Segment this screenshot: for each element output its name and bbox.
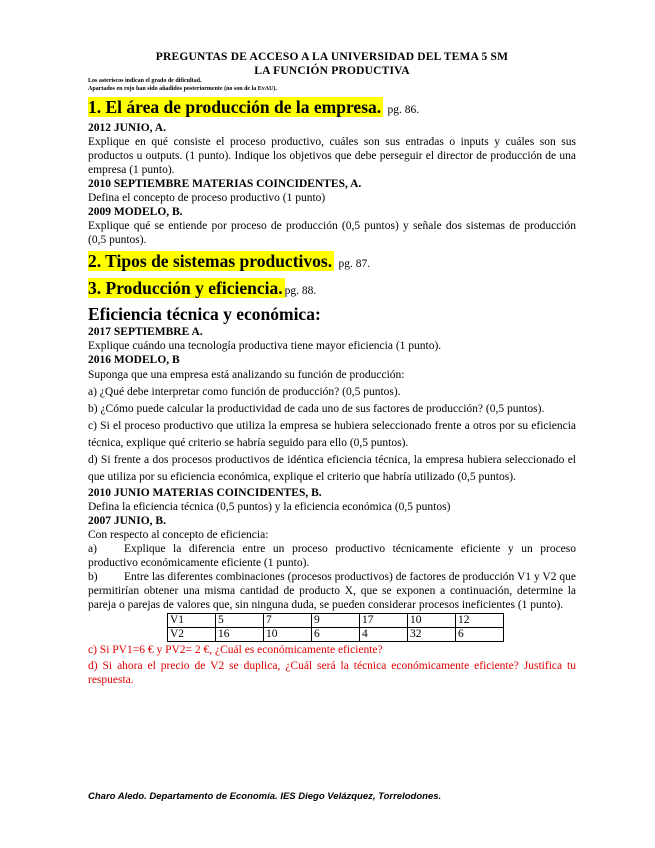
table-cell: 9 xyxy=(312,614,360,628)
table-cell: 6 xyxy=(456,628,504,642)
section-1-page: pg. 86. xyxy=(387,104,420,116)
page-footer: Charo Aledo. Departamento de Economía. IES Diego Velázquez, Torrelodones. xyxy=(88,791,442,802)
table-cell: 6 xyxy=(312,628,360,642)
factor-combinations-table xyxy=(167,613,504,642)
document-page xyxy=(88,50,576,687)
question-part-d: d) Si frente a dos procesos productivos de idéntica eficiencia técnica, la empresa hubiera seleccionado el que utiliza por su eficiencia económica, explique el criterio que habría utilizado (0,5 puntos). xyxy=(88,454,576,483)
table-cell: 12 xyxy=(456,614,504,628)
section-2-title: 2. Tipos de sistemas productivos. xyxy=(88,251,333,271)
section-2-heading xyxy=(88,250,576,275)
section-1-heading xyxy=(88,96,576,121)
table-row-v1 xyxy=(168,614,504,628)
question-heading: 2017 SEPTIEMBRE A. xyxy=(88,326,203,338)
section-3-heading xyxy=(88,277,576,302)
question-heading: 2012 JUNIO, A. xyxy=(88,122,166,134)
part-a-text: Explique la diferencia entre un proceso productivo técnicamente eficiente y un proceso productivo económicamente eficiente (1 punto). xyxy=(88,543,576,569)
part-a-label: a) xyxy=(88,543,97,555)
question-heading: 2016 MODELO, B xyxy=(88,354,180,366)
table-row-v2 xyxy=(168,628,504,642)
table-cell: 32 xyxy=(408,628,456,642)
question-heading: 2009 MODELO, B. xyxy=(88,206,183,218)
part-b-label: b) xyxy=(88,571,98,583)
question-text: Defina el concepto de proceso productivo (1 punto) xyxy=(88,192,326,204)
title-line-1: PREGUNTAS DE ACCESO A LA UNIVERSIDAD DEL TEMA 5 SM xyxy=(155,51,509,63)
question-text: Explique en qué consiste el proceso productivo, cuáles son sus entradas o inputs y cuáles son sus productos u outputs. (1 punto). Indique los objetivos que debe perseguir el director de producción de una empresa (1 punto). xyxy=(88,136,576,176)
question-heading: 2007 JUNIO, B. xyxy=(88,515,166,527)
table-cell: 16 xyxy=(216,628,264,642)
table-cell: 7 xyxy=(264,614,312,628)
section-3-title: 3. Producción y eficiencia. xyxy=(88,278,283,298)
table-cell: 5 xyxy=(216,614,264,628)
question-text: Explique qué se entiende por proceso de producción (0,5 puntos) y señale dos sistemas de producción (0,5 puntos). xyxy=(88,220,576,246)
section-2-page: pg. 87. xyxy=(338,258,371,270)
question-part-d-red: d) Si ahora el precio de V2 se duplica, ¿Cuál será la técnica económicamente eficiente? Justifica tu respuesta. xyxy=(88,660,576,686)
question-part-c: c) Si el proceso productivo que utiliza la empresa se hubiera seleccionado frente a otros por su eficiencia técnica, explique qué criterio se habría seguido para ello (0,5 puntos). xyxy=(88,420,576,449)
part-b-text: Entre las diferentes combinaciones (procesos productivos) de factores de producción V1 y V2 que permitirían obtener una misma cantidad de producto X, que se exponen a continuación, determine la pareja o parejas de valores que, sin ninguna duda, se pueden considerar procesos ineficientes (1 punto). xyxy=(88,571,576,611)
question-part-a xyxy=(88,542,576,570)
question-heading: 2010 SEPTIEMBRE MATERIAS COINCIDENTES, A. xyxy=(88,178,362,190)
table-cell: V1 xyxy=(168,614,216,628)
question-text: Explique cuándo una tecnología productiva tiene mayor eficiencia (1 punto). xyxy=(88,340,442,352)
question-part-a: a) ¿Qué debe interpretar como función de producción? (0,5 puntos). xyxy=(88,386,401,398)
question-heading: 2010 JUNIO MATERIAS COINCIDENTES, B. xyxy=(88,487,322,499)
section-3-subheading: Eficiencia técnica y económica: xyxy=(88,304,321,324)
question-text: Defina la eficiencia técnica (0,5 puntos) y la eficiencia económica (0,5 puntos) xyxy=(88,501,451,513)
note-difficulty: Los asteriscos indican el grado de dificultad. xyxy=(88,78,202,84)
question-intro: Con respecto al concepto de eficiencia: xyxy=(88,529,269,541)
section-3-page: pg. 88. xyxy=(284,285,317,297)
question-part-c-red: c) Si PV1=6 € y PV2= 2 €, ¿Cuál es económicamente eficiente? xyxy=(88,644,383,656)
table-cell: 4 xyxy=(360,628,408,642)
table-cell: 10 xyxy=(408,614,456,628)
title-line-2: LA FUNCIÓN PRODUCTIVA xyxy=(254,65,410,77)
table-cell: 10 xyxy=(264,628,312,642)
table-cell: V2 xyxy=(168,628,216,642)
question-intro: Suponga que una empresa está analizando su función de producción: xyxy=(88,369,405,381)
question-part-b: b) ¿Cómo puede calcular la productividad de cada uno de sus factores de producción? (0,5 puntos). xyxy=(88,403,545,415)
note-red-sections: Apartados en rojo han sido añadidos posteriormente (no son de la EvAU). xyxy=(88,85,277,92)
section-1-title: 1. El área de producción de la empresa. xyxy=(88,97,382,117)
question-part-b xyxy=(88,570,576,612)
document-title xyxy=(88,50,576,78)
table-cell: 17 xyxy=(360,614,408,628)
